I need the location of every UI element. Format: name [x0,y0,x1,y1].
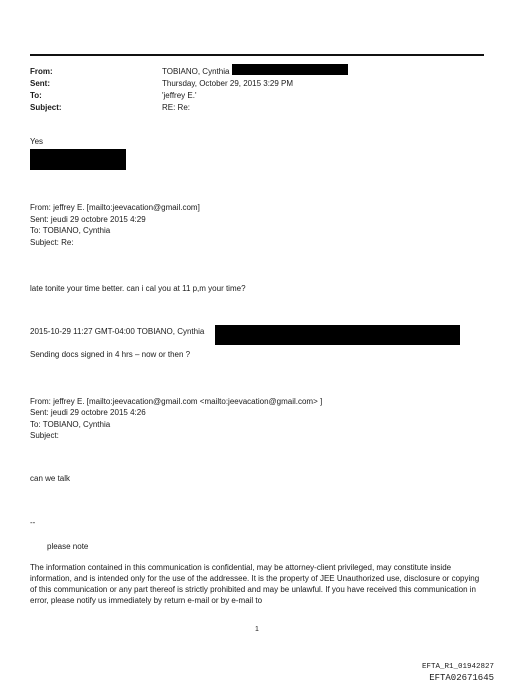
quoted3-to: To: TOBIANO, Cynthia [30,420,111,429]
subject-label: Subject: [30,103,62,112]
quoted1-body: late tonite your time better. can i cal you at 11 p,m your time? [30,284,246,293]
redaction-box [30,149,126,170]
quoted2-body: Sending docs signed in 4 hrs – now or then ? [30,350,191,359]
quoted1-to: To: TOBIANO, Cynthia [30,226,111,235]
quoted3-subject: Subject: [30,431,59,440]
to-label: To: [30,91,42,100]
quoted1-subject: Subject: Re: [30,238,74,247]
sent-value: Thursday, October 29, 2015 3:29 PM [162,79,294,88]
redaction-box [232,64,348,75]
bates-stamp-primary: EFTA_R1_01942827 [421,663,494,671]
redaction-box [215,325,460,345]
signature-dashes: -- [30,518,36,527]
header-rule [30,54,484,56]
quoted1-sent: Sent: jeudi 29 octobre 2015 4:29 [30,215,146,224]
quoted3-from: From: jeffrey E. [mailto:jeevacation@gmail.com <mailto:jeevacation@gmail.com> ] [30,397,323,406]
quoted3-sent: Sent: jeudi 29 octobre 2015 4:26 [30,408,146,417]
disclaimer-paragraph: The information contained in this communication is confidential, may be attorney-client privileged, may constitute inside information, and is intended only for the use of the addressee. It is the property of JEE Unauthorized use, disclosure or copying of this communication or any part thereof is strictly prohibited and may be unlawful. If you have received this communication in error, please notify us immediately by return e-mail or by e-mail to [30,563,480,605]
from-label: From: [30,67,53,76]
subject-value: RE: Re: [162,103,191,112]
quoted2-header: 2015-10-29 11:27 GMT-04:00 TOBIANO, Cynthia [30,327,205,336]
page-number: 1 [255,626,259,633]
quoted1-from: From: jeffrey E. [mailto:jeevacation@gmail.com] [30,203,200,212]
to-value: 'jeffrey E.' [162,91,197,100]
from-value: TOBIANO, Cynthia [162,67,230,76]
reply-body: Yes [30,137,44,146]
bates-stamp-secondary: EFTA02671645 [429,673,494,683]
please-note: please note [47,542,89,551]
quoted3-body: can we talk [30,474,71,483]
sent-label: Sent: [30,79,50,88]
